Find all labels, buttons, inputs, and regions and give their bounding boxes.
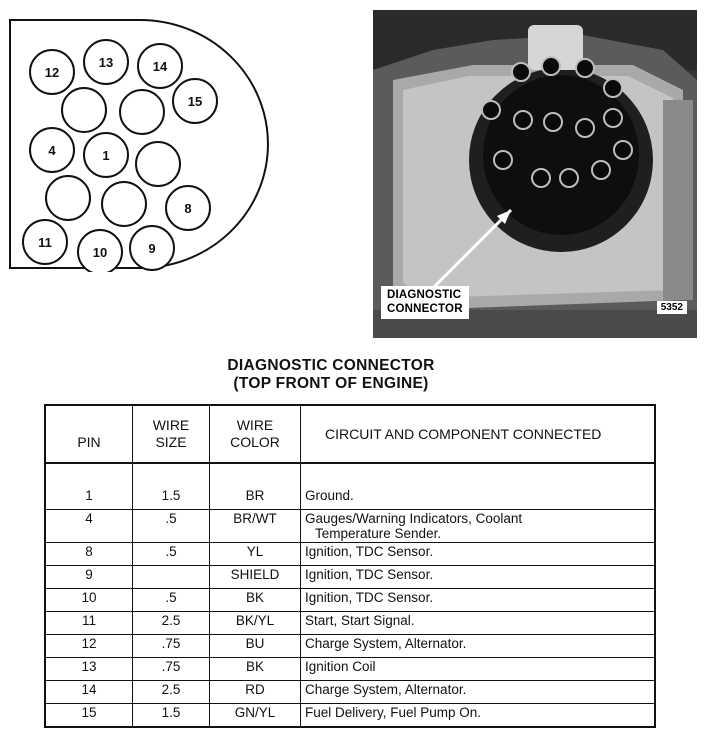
cell-circuit bbox=[301, 543, 656, 566]
cell-wire-size: .75 bbox=[133, 635, 210, 658]
cell-wire-color: BU bbox=[210, 635, 301, 658]
cell-pin: 8 bbox=[45, 543, 133, 566]
table-row bbox=[45, 635, 655, 658]
cell-pin: 13 bbox=[45, 658, 133, 681]
header-wire-color-1: WIRE bbox=[236, 417, 274, 433]
cell-wire-color: SHIELD bbox=[210, 566, 301, 589]
pin-label: 4 bbox=[48, 143, 56, 158]
diagnostic-connector-callout bbox=[381, 286, 469, 319]
pin-label: 12 bbox=[44, 65, 60, 80]
cell-wire-color: BK bbox=[210, 658, 301, 681]
cell-pin: 1 bbox=[85, 488, 93, 503]
header-wire-color-2: COLOR bbox=[230, 434, 280, 450]
pin-11 bbox=[23, 220, 67, 264]
table-header-row bbox=[45, 405, 655, 463]
pin-label: 13 bbox=[98, 55, 114, 70]
photo-socket bbox=[494, 151, 512, 169]
callout-line-2: CONNECTOR bbox=[387, 303, 463, 315]
header-wire-size-2: SIZE bbox=[155, 434, 187, 450]
cell-circuit bbox=[301, 681, 656, 704]
circuit-line-1: Ignition, TDC Sensor. bbox=[305, 544, 434, 559]
cell-wire-size: 2.5 bbox=[133, 612, 210, 635]
empty-socket bbox=[62, 88, 106, 132]
pin-15 bbox=[173, 79, 217, 123]
table-row bbox=[45, 658, 655, 681]
circuit-line-1: Ignition Coil bbox=[305, 659, 376, 674]
table-row bbox=[45, 510, 655, 543]
cell-wire-size: 2.5 bbox=[133, 681, 210, 704]
cell-wire-size: 1.5 bbox=[133, 704, 210, 728]
cell-wire-size bbox=[133, 566, 210, 589]
photo-socket bbox=[514, 111, 532, 129]
cell-wire-size: .75 bbox=[133, 658, 210, 681]
photo-socket bbox=[532, 169, 550, 187]
circuit-line-1: Charge System, Alternator. bbox=[305, 636, 467, 651]
pin-label: 14 bbox=[152, 59, 168, 74]
cell-wire-size: .5 bbox=[133, 589, 210, 612]
cell-pin: 14 bbox=[45, 681, 133, 704]
pin-10 bbox=[78, 230, 122, 272]
pin-label: 10 bbox=[92, 245, 108, 260]
photo-socket bbox=[614, 141, 632, 159]
pin-12 bbox=[30, 50, 74, 94]
circuit-line-1: Ignition, TDC Sensor. bbox=[305, 590, 434, 605]
pin-13 bbox=[84, 40, 128, 84]
connector-pin-diagram bbox=[0, 0, 270, 272]
photo-socket bbox=[576, 59, 594, 77]
photo-socket bbox=[512, 63, 530, 81]
cell-pin: 10 bbox=[45, 589, 133, 612]
page-subtitle: (TOP FRONT OF ENGINE) bbox=[233, 375, 429, 392]
pin-14 bbox=[138, 44, 182, 88]
cell-pin: 11 bbox=[45, 612, 133, 635]
cell-wire-color: YL bbox=[210, 543, 301, 566]
cell-wire-size: .5 bbox=[133, 510, 210, 543]
pin-label: 11 bbox=[38, 235, 52, 250]
circuit-line-2: Temperature Sender. bbox=[315, 526, 442, 541]
photo-socket bbox=[604, 109, 622, 127]
cell-circuit bbox=[301, 658, 656, 681]
page-title: DIAGNOSTIC CONNECTOR bbox=[227, 357, 435, 374]
cell-wire-color: BK bbox=[210, 589, 301, 612]
cell-pin: 12 bbox=[45, 635, 133, 658]
circuit-line-1: Gauges/Warning Indicators, Coolant bbox=[305, 511, 523, 526]
pin-1 bbox=[84, 133, 128, 177]
cell-wire-size: .5 bbox=[133, 543, 210, 566]
cell-circuit bbox=[301, 704, 656, 728]
cell-wire-color: GN/YL bbox=[210, 704, 301, 728]
table-row bbox=[45, 589, 655, 612]
photo-socket bbox=[576, 119, 594, 137]
header-wire-size bbox=[133, 405, 210, 463]
cell-wire-color: RD bbox=[210, 681, 301, 704]
pin-label: 8 bbox=[184, 201, 192, 216]
pin-9 bbox=[130, 226, 174, 270]
circuit-line-1: Charge System, Alternator. bbox=[305, 682, 467, 697]
table-row bbox=[45, 463, 655, 510]
pin-8 bbox=[166, 186, 210, 230]
photo-socket bbox=[560, 169, 578, 187]
cell-pin: 9 bbox=[45, 566, 133, 589]
connector-photo bbox=[373, 10, 697, 338]
empty-socket bbox=[120, 90, 164, 134]
callout-line-1: DIAGNOSTIC bbox=[387, 289, 462, 301]
empty-socket bbox=[102, 182, 146, 226]
empty-socket bbox=[46, 176, 90, 220]
pin-assignment-table bbox=[44, 404, 656, 728]
header-wire-size-1: WIRE bbox=[152, 417, 190, 433]
header-circuit-label: CIRCUIT AND COMPONENT CONNECTED bbox=[325, 425, 602, 442]
cell-circuit bbox=[301, 635, 656, 658]
header-pin-label: PIN bbox=[77, 434, 101, 450]
header-circuit bbox=[301, 405, 656, 463]
cell-circuit bbox=[301, 463, 656, 510]
pin-4 bbox=[30, 128, 74, 172]
pin-label: 15 bbox=[187, 94, 203, 109]
cell-circuit bbox=[301, 589, 656, 612]
cell-pin: 4 bbox=[45, 510, 133, 543]
table-row bbox=[45, 612, 655, 635]
photo-socket bbox=[544, 113, 562, 131]
photo-socket bbox=[592, 161, 610, 179]
circuit-line-1: Fuel Delivery, Fuel Pump On. bbox=[305, 705, 482, 720]
cell-pin: 15 bbox=[45, 704, 133, 728]
cell-wire-color: BK/YL bbox=[210, 612, 301, 635]
table-row bbox=[45, 543, 655, 566]
cell-wire-color: BR bbox=[210, 463, 301, 510]
table-row bbox=[45, 704, 655, 728]
cell-wire-size: 1.5 bbox=[133, 463, 210, 510]
circuit-line-1: Ground. bbox=[305, 488, 354, 503]
cell-circuit bbox=[301, 510, 656, 543]
pin-label: 9 bbox=[148, 241, 156, 256]
cell-wire-color: BR/WT bbox=[210, 510, 301, 543]
pin-label: 1 bbox=[102, 148, 110, 163]
empty-socket bbox=[136, 142, 180, 186]
header-pin bbox=[45, 405, 133, 463]
figure-number: 5352 bbox=[657, 301, 687, 314]
circuit-line-1: Ignition, TDC Sensor. bbox=[305, 567, 434, 582]
table-row bbox=[45, 681, 655, 704]
table-row bbox=[45, 566, 655, 589]
cell-circuit bbox=[301, 612, 656, 635]
header-wire-color bbox=[210, 405, 301, 463]
cell-circuit bbox=[301, 566, 656, 589]
photo-socket bbox=[542, 57, 560, 75]
circuit-line-1: Start, Start Signal. bbox=[305, 613, 415, 628]
photo-socket bbox=[604, 79, 622, 97]
photo-socket bbox=[482, 101, 500, 119]
